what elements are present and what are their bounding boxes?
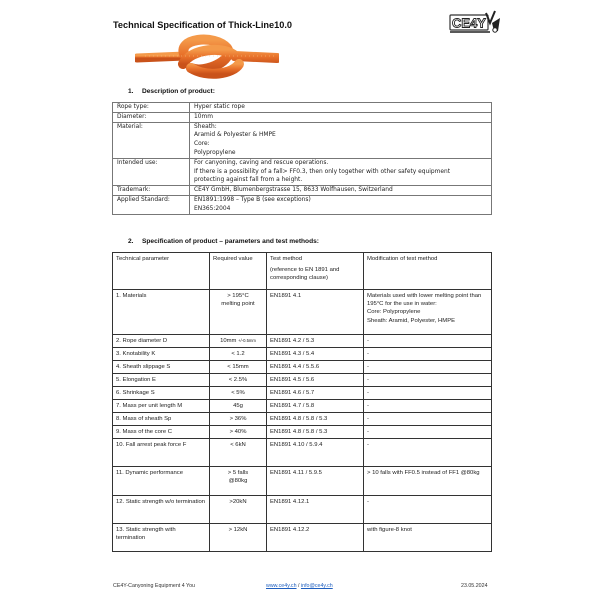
parameter-cell: 6. Shrinkage S (113, 386, 210, 399)
section-2-heading (128, 238, 319, 245)
test-method-cell: EN1891 4.8 / 5.8 / 5.3 (267, 412, 364, 425)
footer-company: CE4Y-Canyoning Equipment 4 You (113, 583, 195, 589)
description-value (190, 112, 492, 122)
required-value-line: > 12kN (228, 526, 248, 533)
section-1-title: Description of product: (142, 88, 215, 95)
description-value-line: Core: (194, 141, 210, 148)
test-method-cell: EN1891 4.8 / 5.8 / 5.3 (267, 425, 364, 438)
required-value-cell (210, 438, 267, 466)
header-test-method-title: Test method (270, 256, 303, 262)
modification-cell (364, 399, 492, 412)
test-method-cell: EN1891 4.2 / 5.3 (267, 334, 364, 347)
section-2-number: 2. (128, 238, 134, 245)
parameter-cell: 10. Fall arrest peak force F (113, 438, 210, 466)
required-value-line: >20kN (229, 498, 247, 505)
parameter-cell: 4. Sheath slippage S (113, 360, 210, 373)
specification-row (113, 360, 492, 373)
header-technical-parameter: Technical parameter (113, 253, 210, 290)
ce4y-logo-icon (448, 9, 504, 35)
specification-row (113, 523, 492, 551)
modification-line: - (367, 498, 369, 505)
modification-cell (364, 290, 492, 335)
modification-line: > 10 falls with FF0.5 instead of FF1 @80kg (367, 470, 480, 477)
modification-cell (364, 360, 492, 373)
required-value-line: melting point (221, 301, 255, 308)
required-value-line: > 36% (229, 415, 247, 422)
footer-contact (266, 583, 333, 589)
required-value-line: > 40% (229, 428, 247, 435)
section-2-title: Specification of product – parameters and test methods: (142, 238, 319, 245)
test-method-cell: EN1891 4.5 / 5.6 (267, 373, 364, 386)
specification-row (113, 467, 492, 495)
specification-table (112, 252, 492, 552)
required-value-line: @80kg (228, 478, 248, 485)
description-value (190, 195, 492, 214)
modification-cell (364, 425, 492, 438)
required-value-cell (210, 334, 267, 347)
description-value (190, 103, 492, 113)
description-value-line: If there is a possibility of a fall> FF0.3, then only together with other safety equipment (194, 168, 451, 175)
modification-line: Materials used with lower melting point than 195°C for the use in water: (367, 293, 482, 308)
required-value-line: > 195°C (227, 293, 249, 299)
required-value-cell (210, 360, 267, 373)
description-key: Material: (113, 122, 190, 158)
required-value-cell (210, 467, 267, 495)
test-method-cell: EN1891 4.7 / 5.8 (267, 399, 364, 412)
parameter-cell: 5. Elongation E (113, 373, 210, 386)
description-row (113, 103, 492, 113)
modification-cell (364, 523, 492, 551)
modification-cell (364, 334, 492, 347)
specification-row (113, 438, 492, 466)
parameter-cell: 12. Static strength w/o termination (113, 495, 210, 523)
description-value-line: For canyoning, caving and rescue operations. (194, 159, 329, 166)
email-link[interactable]: info@ce4y.ch (300, 583, 333, 589)
required-value-cell (210, 373, 267, 386)
footer-date: 23.05.2024 (461, 583, 488, 589)
website-link[interactable]: www.ce4y.ch (266, 583, 297, 589)
header-test-method-reference: (reference to EN 1891 and corresponding clause) (270, 267, 340, 282)
description-value-line: protecting against fall from a height. (194, 177, 303, 184)
modification-cell (364, 412, 492, 425)
required-value-line: < 2.5% (228, 376, 248, 383)
modification-cell (364, 467, 492, 495)
description-key: Rope type: (113, 103, 190, 113)
document-title: Technical Specification of Thick-Line10.0 (113, 20, 293, 30)
description-row (113, 186, 492, 196)
required-value-line: < 15mm (227, 363, 249, 370)
rope-knot-image (135, 34, 279, 82)
specification-row (113, 412, 492, 425)
description-value (190, 186, 492, 196)
required-value-cell (210, 412, 267, 425)
test-method-cell: EN1891 4.6 / 5.7 (267, 386, 364, 399)
required-value-cell (210, 523, 267, 551)
parameter-cell: 11. Dynamic performance (113, 467, 210, 495)
specification-row (113, 386, 492, 399)
required-value-line: < 5% (231, 389, 245, 396)
required-value-line (213, 337, 263, 345)
modification-line: - (367, 428, 369, 435)
modification-line: - (367, 337, 369, 344)
description-value-line: 10mm (194, 113, 213, 120)
product-description-table (112, 102, 492, 215)
description-value-line: Sheath: (194, 123, 217, 130)
modification-cell (364, 347, 492, 360)
modification-cell (364, 438, 492, 466)
test-method-cell: EN1891 4.11 / 5.9.5 (267, 467, 364, 495)
section-1-number: 1. (128, 88, 134, 95)
description-row (113, 158, 492, 185)
description-row (113, 195, 492, 214)
specification-row (113, 334, 492, 347)
description-value-line: Polypropylene (194, 149, 236, 156)
footer-separator: / (296, 583, 301, 589)
required-value-line: > 5 falls (227, 470, 249, 477)
description-value-line: EN1891:1998 – Type B (see exceptions) (194, 196, 311, 203)
parameter-cell: 1. Materials (113, 290, 210, 335)
test-method-cell: EN1891 4.10 / 5.9.4 (267, 438, 364, 466)
parameter-cell: 7. Mass per unit length M (113, 399, 210, 412)
required-value-cell (210, 386, 267, 399)
description-key: Trademark: (113, 186, 190, 196)
test-method-cell: EN1891 4.1 (267, 290, 364, 335)
required-value-line: < 6kN (230, 441, 246, 448)
specification-row (113, 347, 492, 360)
logo-text: CE4Y (452, 15, 486, 31)
description-row (113, 112, 492, 122)
modification-line: - (367, 389, 369, 396)
modification-line: - (367, 363, 369, 370)
description-value (190, 122, 492, 158)
modification-line: - (367, 350, 369, 357)
specification-row (113, 290, 492, 335)
description-row (113, 122, 492, 158)
modification-line: Core: Polypropylene (367, 309, 421, 316)
required-value-cell (210, 347, 267, 360)
modification-line: with figure-8 knot (367, 526, 412, 533)
specification-header-row (113, 253, 492, 290)
specification-row (113, 425, 492, 438)
modification-cell (364, 495, 492, 523)
modification-cell (364, 373, 492, 386)
modification-line: - (367, 376, 369, 383)
modification-line: Sheath: Aramid, Polyester, HMPE (367, 317, 456, 324)
specification-row (113, 373, 492, 386)
description-value-line: CE4Y GmbH, Blumenbergstrasse 15, 8633 Wolfhausen, Switzerland (194, 187, 393, 194)
required-value-line: < 1.2 (231, 350, 245, 357)
specification-row (113, 495, 492, 523)
description-value-line: Aramid & Polyester & HMPE (194, 132, 276, 139)
test-method-cell: EN1891 4.12.2 (267, 523, 364, 551)
required-value-cell (210, 425, 267, 438)
tolerance-text: +/-0.5mm (238, 337, 256, 343)
parameter-cell: 13. Static strength with termination (113, 523, 210, 551)
modification-line: - (367, 441, 369, 448)
description-key: Intended use: (113, 158, 190, 185)
test-method-cell: EN1891 4.12.1 (267, 495, 364, 523)
required-value-cell (210, 290, 267, 335)
header-modification: Modification of test method (364, 253, 492, 290)
parameter-cell: 8. Mass of sheath Sp (113, 412, 210, 425)
section-1-heading (128, 88, 215, 95)
required-value-text: 10mm (220, 337, 237, 344)
parameter-cell: 3. Knotability K (113, 347, 210, 360)
description-value-line: EN365:2004 (194, 205, 231, 212)
parameter-cell: 2. Rope diameter D (113, 334, 210, 347)
required-value-cell (210, 495, 267, 523)
required-value-line: 45g (233, 402, 243, 409)
modification-line: - (367, 415, 369, 422)
specification-row (113, 399, 492, 412)
required-value-cell (210, 399, 267, 412)
test-method-cell: EN1891 4.4 / 5.5.6 (267, 360, 364, 373)
test-method-cell: EN1891 4.3 / 5.4 (267, 347, 364, 360)
header-test-method (267, 253, 364, 290)
description-key: Diameter: (113, 112, 190, 122)
description-value (190, 158, 492, 185)
modification-cell (364, 386, 492, 399)
header-required-value: Required value (210, 253, 267, 290)
modification-line: - (367, 402, 369, 409)
parameter-cell: 9. Mass of the core C (113, 425, 210, 438)
description-key: Applied Standard: (113, 195, 190, 214)
description-value-line: Hyper static rope (194, 104, 245, 110)
